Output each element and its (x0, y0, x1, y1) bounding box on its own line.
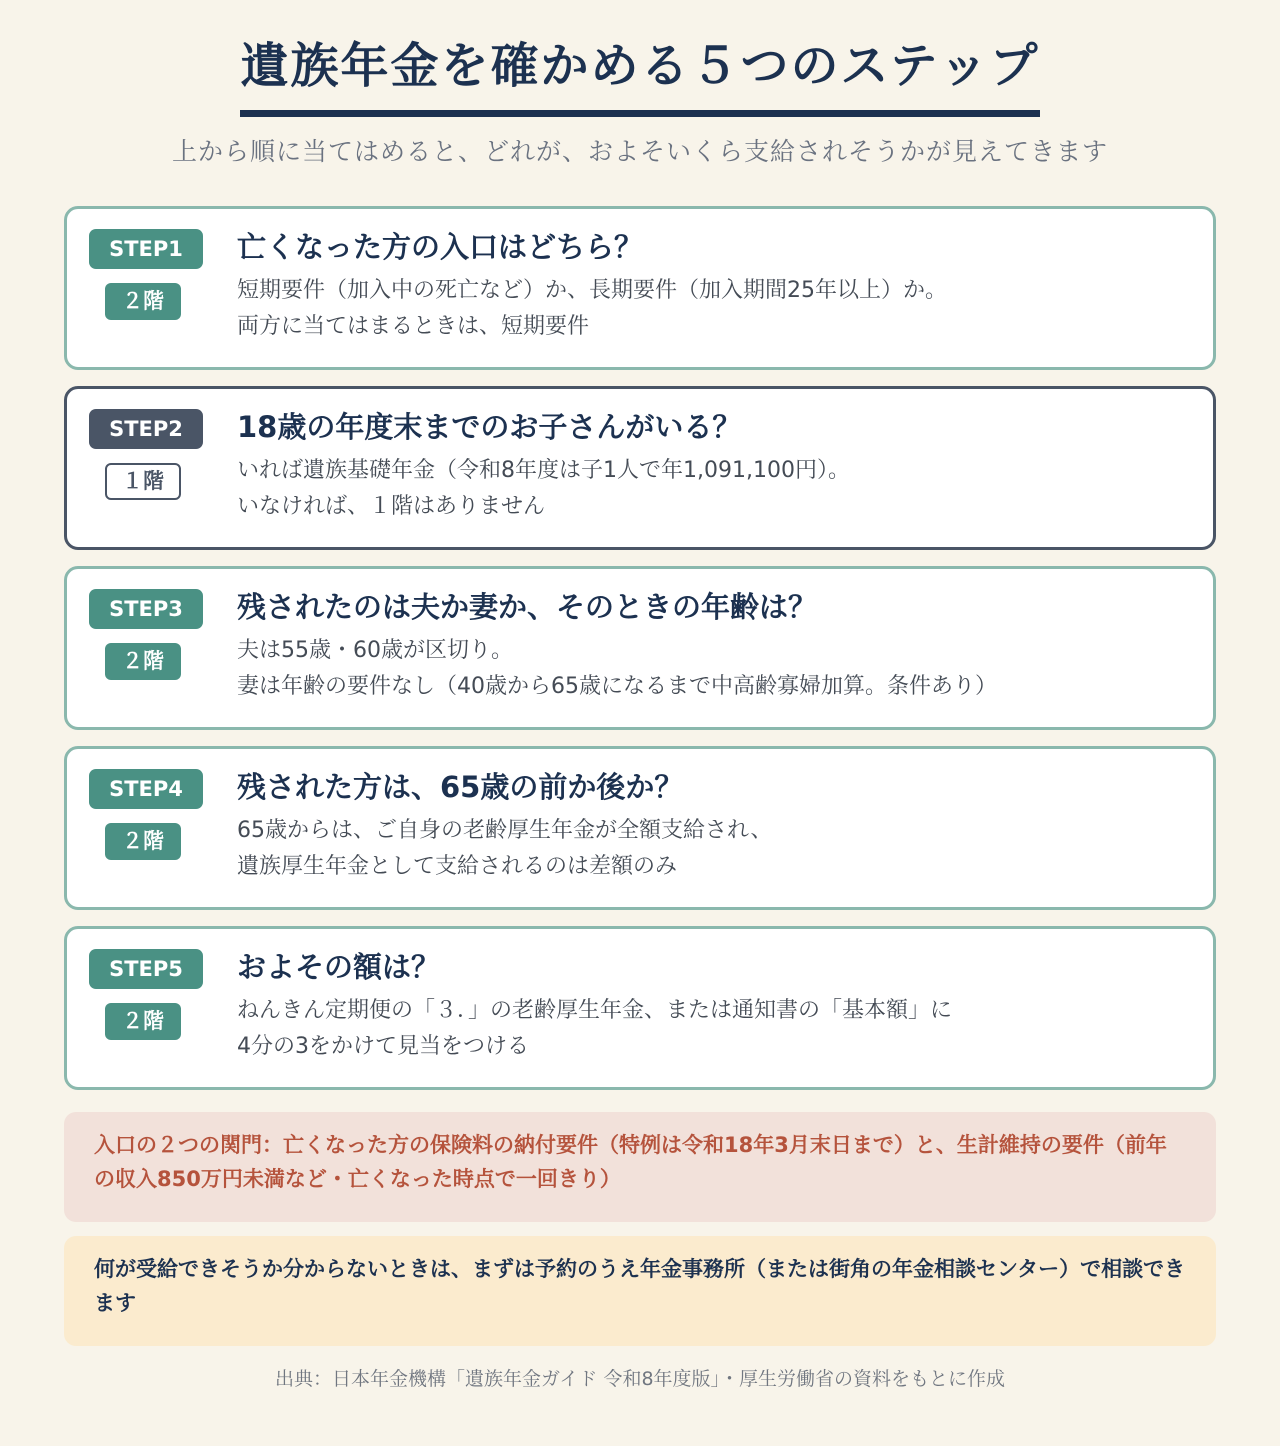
step-description-line: いれば遺族基礎年金（令和8年度は子1人で年1,091,100円）。 (237, 458, 850, 483)
step-description-line: ねんきん定期便の「３．」の老齢厚生年金、または通知書の「基本額」に (237, 998, 953, 1023)
step-badge: STEP1 (89, 229, 203, 269)
gate-note: 入口の２つの関門：亡くなった方の保険料の納付要件（特例は令和18年3月末日まで）と、生計維持の要件（前年の収入850万円未満など・亡くなった時点で一回きり） (64, 1112, 1216, 1222)
page-title: 遺族年金を確かめる５つのステップ (240, 36, 1039, 117)
step-description (237, 453, 850, 525)
page-subtitle: 上から順に当てはめると、どれが、およそいくら支給されそうかが見えてきます (171, 137, 1108, 166)
title-block (0, 36, 1280, 117)
step-description-line: 短期要件（加入中の死亡など）か、長期要件（加入期間25年以上）か。 (237, 278, 947, 303)
step-description (237, 273, 947, 345)
step-heading: およその額は？ (237, 950, 441, 984)
step-heading: 残された方は、65歳の前か後か？ (237, 770, 684, 804)
step-description (237, 993, 952, 1065)
step-description-line: いなければ、１階はありません (237, 494, 546, 519)
floor-badge: ２階 (105, 1003, 181, 1040)
step-heading: 亡くなった方の入口はどちら？ (237, 230, 644, 264)
floor-badge: ２階 (105, 283, 181, 320)
step-description-line: 遺族厚生年金として支給されるのは差額のみ (237, 854, 678, 879)
step-card-4 (64, 746, 1216, 910)
floor-badge: ２階 (105, 643, 181, 680)
steps-list (64, 206, 1216, 1106)
step-heading: 残されたのは夫か妻か、そのときの年齢は？ (237, 590, 818, 624)
step-description-line: 65歳からは、ご自身の老齢厚生年金が全額支給され、 (237, 818, 773, 843)
step-description-line: 両方に当てはまるときは、短期要件 (237, 314, 590, 339)
step-card-1 (64, 206, 1216, 370)
step-badge: STEP4 (89, 769, 203, 809)
step-description-line: 妻は年齢の要件なし（40歳から65歳になるまで中高齢寡婦加算。条件あり） (237, 674, 997, 699)
floor-badge: ２階 (105, 823, 181, 860)
step-heading: 18歳の年度末までのお子さんがいる？ (237, 410, 742, 444)
step-description (237, 813, 772, 885)
step-description-line: 夫は55歳・60歳が区切り。 (237, 638, 513, 663)
consult-note: 何が受給できそうか分からないときは、まずは予約のうえ年金事務所（または街角の年金相談センター）で相談できます (64, 1236, 1216, 1346)
step-description (237, 633, 997, 705)
step-badge: STEP3 (89, 589, 203, 629)
step-card-3 (64, 566, 1216, 730)
step-card-5 (64, 926, 1216, 1090)
floor-badge: １階 (105, 463, 181, 500)
step-badge: STEP2 (89, 409, 203, 449)
step-description-line: 4分の3をかけて見当をつける (237, 1034, 529, 1059)
step-card-2 (64, 386, 1216, 550)
source-credit: 出典：日本年金機構「遺族年金ガイド 令和8年度版」・厚生労働省の資料をもとに作成 (274, 1368, 1006, 1390)
step-badge: STEP5 (89, 949, 203, 989)
